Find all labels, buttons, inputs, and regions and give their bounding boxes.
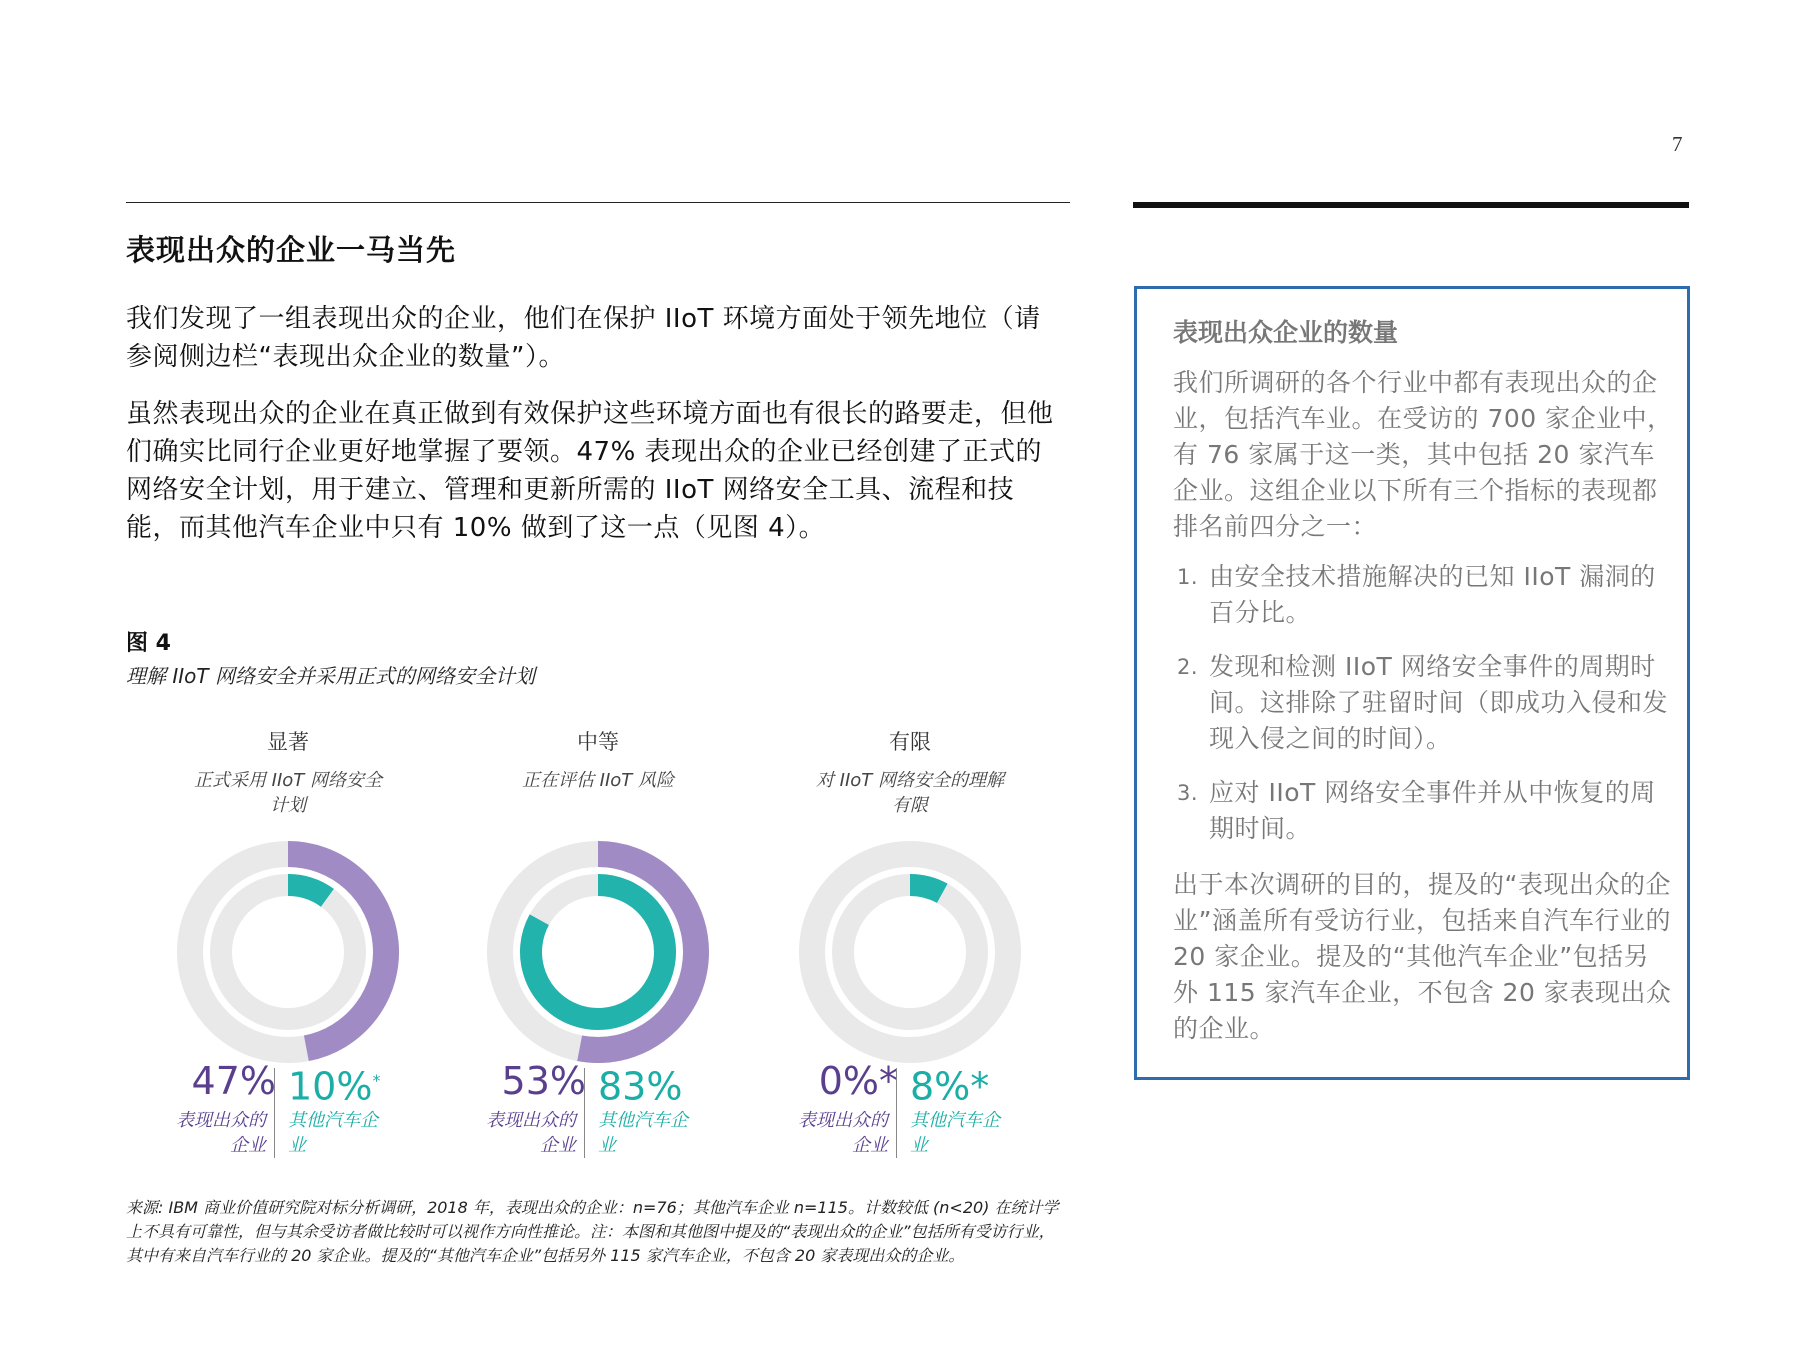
chart-group-limited <box>770 720 1050 1160</box>
figure-source-note: 来源: IBM 商业价值研究院对标分析调研，2018 年，表现出众的企业：n=76；其他汽车企业 n=115。计数较低 (n<20) 在统计学上不具有可靠性，但与其余受访者做比较时可以视作方向性推论。注：本图和其他图中提及的“表现出众的企业”包括所有受访行业，其中有来自汽车行业的 20 家企业。提及的“其他汽车企业”包括另外 115 家汽车企业，不包含 20 家表现出众的企业。 <box>126 1198 1059 1265</box>
figure-label: 图 4 <box>126 631 171 656</box>
list-item <box>1173 775 1673 847</box>
donut-chart <box>790 832 1030 1072</box>
other-percent <box>288 1058 380 1110</box>
list-item-number: 3. <box>1177 781 1199 805</box>
page-number: 7 <box>1672 132 1683 156</box>
chart-group-significant <box>148 720 428 1160</box>
body-paragraph-1: 我们发现了一组表现出众的企业，他们在保护 IIoT 环境方面处于领先地位（请参阅侧边栏“表现出众企业的数量”）。 <box>126 304 1041 372</box>
other-percent <box>910 1058 989 1110</box>
group-description: 对 IIoT 网络安全的理解有限 <box>815 770 1005 816</box>
other-arc <box>288 885 327 898</box>
group-description: 正在评估 IIoT 风险 <box>521 770 675 791</box>
list-item <box>1173 559 1673 631</box>
group-description: 正式采用 IIoT 网络安全计划 <box>193 770 383 816</box>
group-level-label: 有限 <box>889 730 931 754</box>
divider <box>896 1068 897 1158</box>
list-item-text: 应对 IIoT 网络安全事件并从中恢复的周期时间。 <box>1209 778 1656 843</box>
list-item-number: 2. <box>1177 655 1199 679</box>
header-rule <box>126 202 1070 203</box>
sidebar-title: 表现出众企业的数量 <box>1173 318 1399 347</box>
other-percent-value: 10% <box>288 1064 373 1109</box>
group-level-label: 显著 <box>267 730 309 754</box>
other-percent-value: 8%* <box>910 1064 990 1109</box>
chart-group-moderate <box>458 720 738 1160</box>
outperformer-label: 表现出众的企业 <box>798 1110 888 1156</box>
donut-chart <box>168 832 408 1072</box>
list-item-text: 发现和检测 IIoT 网络安全事件的周期时间。这排除了驻留时间（即成功入侵和发现入侵之间的时间）。 <box>1209 652 1669 753</box>
outperformer-label: 表现出众的企业 <box>486 1110 576 1156</box>
sidebar-closing: 出于本次调研的目的，提及的“表现出众的企业”涵盖所有受访行业，包括来自汽车行业的 20 家企业。提及的“其他汽车企业”包括另外 115 家汽车企业，不包含 20 家表现出众的企业。 <box>1173 870 1672 1043</box>
sidebar-criteria-list <box>1173 559 1673 865</box>
sidebar-header-rule <box>1133 202 1689 208</box>
body-paragraph-2: 虽然表现出众的企业在真正做到有效保护这些环境方面也有很长的路要走，但他们确实比同行企业更好地掌握了要领。47% 表现出众的企业已经创建了正式的网络安全计划，用于建立、管理和更新所需的 IIoT 网络安全工具、流程和技能，而其他汽车企业中只有 10% 做到了这一点（见图 4）。 <box>126 399 1054 543</box>
outperformer-percent: 53% <box>501 1059 586 1103</box>
list-item-number: 1. <box>1177 565 1199 589</box>
other-percent <box>598 1058 682 1110</box>
group-level-label: 中等 <box>577 730 619 754</box>
section-heading: 表现出众的企业一马当先 <box>126 233 457 267</box>
inner-track <box>843 885 977 1019</box>
figure-caption: 理解 IIoT 网络安全并采用正式的网络安全计划 <box>126 664 535 688</box>
outperformer-percent: 0%* <box>818 1059 898 1103</box>
list-item-text: 由安全技术措施解决的已知 IIoT 漏洞的百分比。 <box>1209 562 1656 627</box>
outperformer-label: 表现出众的企业 <box>176 1110 266 1156</box>
sidebar-box <box>1134 286 1690 1080</box>
other-label: 其他汽车企业 <box>910 1110 1000 1156</box>
other-percent-value: 83% <box>598 1064 683 1109</box>
list-item <box>1173 649 1673 757</box>
outperformer-percent: 47% <box>191 1059 276 1103</box>
other-percent-mark: * <box>372 1071 381 1090</box>
donut-chart <box>478 832 718 1072</box>
divider <box>584 1068 585 1158</box>
other-label: 其他汽车企业 <box>288 1110 378 1156</box>
other-label: 其他汽车企业 <box>598 1110 688 1156</box>
sidebar-intro: 我们所调研的各个行业中都有表现出众的企业，包括汽车业。在受访的 700 家企业中，有 76 家属于这一类，其中包括 20 家汽车企业。这组企业以下所有三个指标的表现都排名前四分之一： <box>1173 368 1673 541</box>
divider <box>274 1068 275 1158</box>
other-arc <box>910 885 942 893</box>
inner-track <box>221 885 355 1019</box>
